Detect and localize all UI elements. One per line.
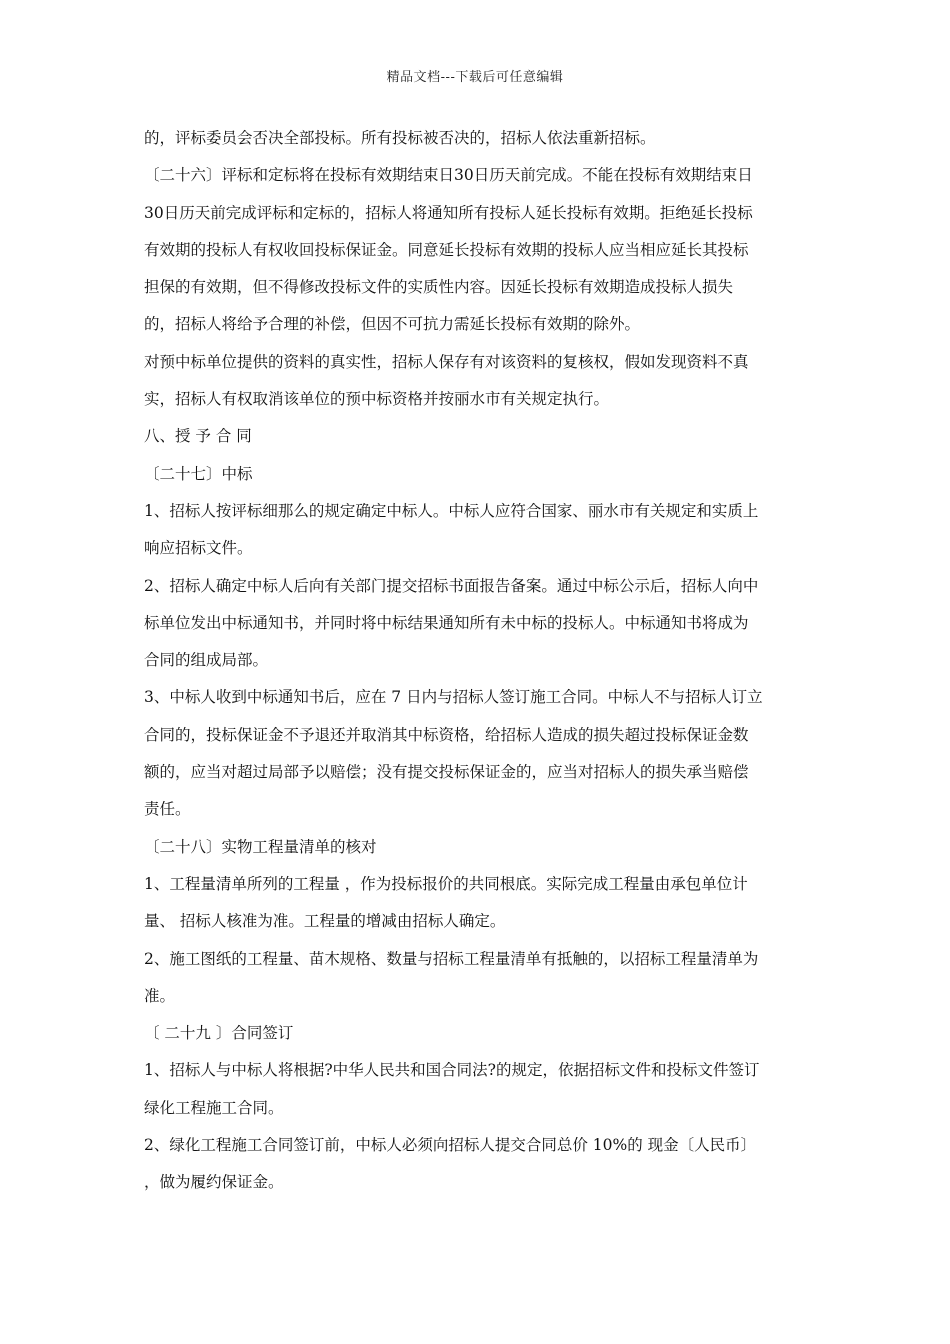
text-line: 合同的组成局部。 [144, 651, 269, 670]
text-line: 3、中标人收到中标通知书后，应在 7 日内与招标人签订施工合同。中标人不与招标人订立 [144, 688, 763, 707]
page-header: 精品文档---下载后可任意编辑 [386, 70, 564, 85]
clause-heading: 〔 二十九 〕合同签订 [144, 1024, 294, 1043]
text-line: 的，评标委员会否决全部投标。所有投标被否决的，招标人依法重新招标。 [144, 129, 656, 147]
text-line: 1、工程量清单所列的工程量 ，作为投标报价的共同根底。实际完成工程量由承包单位计 [144, 874, 748, 893]
text-line: 有效期的投标人有权收回投标保证金。同意延长投标有效期的投标人应当相应延长其投标 [144, 240, 749, 259]
text-line: 对预中标单位提供的资料的真实性，招标人保存有对该资料的复核权，假如发现资料不真 [144, 352, 749, 371]
document-body [144, 120, 810, 1202]
text-line: 责任。 [144, 800, 191, 819]
text-line: 合同的，投标保证金不予退还并取消其中标资格，给招标人造成的损失超过投标保证金数 [144, 725, 749, 744]
clause-heading: 〔二十八〕实物工程量清单的核对 [144, 837, 377, 856]
clause-heading: 〔二十七〕中标 [144, 464, 253, 483]
text-line: 响应招标文件。 [144, 539, 253, 558]
text-line: 30日历天前完成评标和定标的，招标人将通知所有投标人延长投标有效期。拒绝延长投标 [144, 203, 753, 222]
text-line: 准。 [144, 986, 176, 1005]
text-line: 1、招标人按评标细那么的规定确定中标人。中标人应符合国家、丽水市有关规定和实质上 [144, 501, 759, 520]
text-line: 担保的有效期，但不得修改投标文件的实质性内容。因延长投标有效期造成投标人损失 [144, 278, 734, 297]
section-heading: 八、授 予 合 同 [144, 427, 252, 446]
text-line: 额的，应当对超过局部予以赔偿；没有提交投标保证金的，应当对招标人的损失承当赔偿 [144, 763, 749, 782]
text-line: 〔二十六〕评标和定标将在投标有效期结束日30日历天前完成。不能在投标有效期结束日 [144, 166, 753, 185]
text-line: 2、施工图纸的工程量、苗木规格、数量与招标工程量清单有抵触的，以招标工程量清单为 [144, 949, 759, 968]
text-line: 标单位发出中标通知书，并同时将中标结果通知所有未中标的投标人。中标通知书将成为 [144, 613, 749, 632]
text-line: 实，招标人有权取消该单位的预中标资格并按丽水市有关规定执行。 [144, 390, 610, 409]
text-line: 量、 招标人核准为准。工程量的增减由招标人确定。 [144, 912, 506, 931]
text-line: 2、绿化工程施工合同签订前，中标人必须向招标人提交合同总价 10%的 现金〔人民币〕 [144, 1136, 757, 1155]
text-line: 2、招标人确定中标人后向有关部门提交招标书面报告备案。通过中标公示后，招标人向中 [144, 576, 759, 595]
text-line: ，做为履约保证金。 [144, 1173, 284, 1192]
text-line: 的，招标人将给予合理的补偿，但因不可抗力需延长投标有效期的除外。 [144, 315, 641, 334]
text-line: 绿化工程施工合同。 [144, 1098, 284, 1117]
text-line: 1、招标人与中标人将根据?中华人民共和国合同法?的规定，依据招标文件和投标文件签订 [144, 1061, 760, 1080]
